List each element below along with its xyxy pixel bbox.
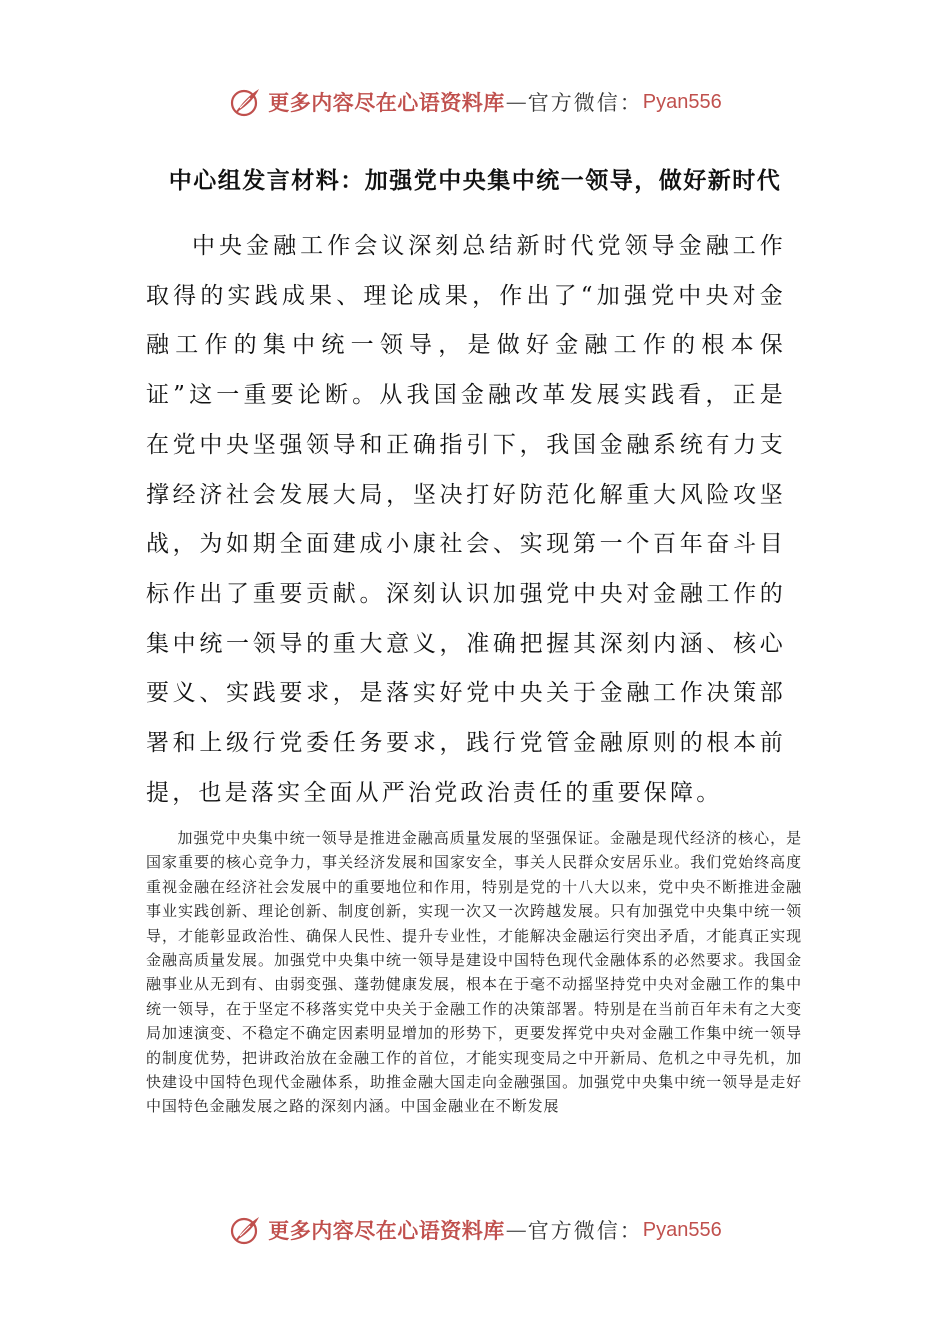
watermark-banner-bottom bbox=[0, 1210, 950, 1250]
watermark-wechat-label: 官方微信： bbox=[527, 91, 643, 115]
document-title: 中心组发言材料：加强党中央集中统一领导，做好新时代 bbox=[168, 167, 782, 194]
watermark-separator: — bbox=[505, 90, 527, 114]
body-paragraph: 加强党中央集中统一领导是推进金融高质量发展的坚强保证。金融是现代经济的核心，是国家重要的核心竞争力，事关经济发展和国家安全，事关人民群众安居乐业。我们党始终高度重视金融在经济社会发展中的重要地位和作用，特别是党的十八大以来，党中央不断推进金融事业实践创新、理论创新、制度创新，实现一次又一次跨越发展。只有加强党中央集中统一领导，才能彰显政治性、确保人民性、提升专业性，才能解决金融运行突出矛盾，才能真正实现金融高质量发展。加强党中央集中统一领导是建设中国特色现代金融体系的必然要求。我国金融事业从无到有、由弱变强、蓬勃健康发展，根本在于毫不动摇坚持党中央对金融工作的集中统一领导，在于坚定不移落实党中央关于金融工作的决策部署。特别是在当前百年未有之大变局加速演变、不稳定不确定因素明显增加的形势下，更要发挥党中央对金融工作集中统一领导的制度优势，把讲政治放在金融工作的首位，才能实现变局之中开新局、危机之中寻先机，加快建设中国特色现代金融体系，助推金融大国走向金融强国。加强党中央集中统一领导是走好中国特色金融发展之路的深刻内涵。中国金融业在不断发展 bbox=[146, 829, 802, 1116]
watermark-wechat-id: Pyan556 bbox=[642, 90, 722, 113]
watermark-separator: — bbox=[505, 1218, 527, 1242]
watermark-main-text: 更多内容尽在心语资料库 bbox=[268, 1218, 505, 1243]
feather-pen-circle-icon bbox=[228, 85, 262, 119]
lead-paragraph: 中央金融工作会议深刻总结新时代党领导金融工作取得的实践成果、理论成果，作出了“加强党中央对金融工作的集中统一领导，是做好金融工作的根本保证”这一重要论断。从我国金融改革发展实践看，正是在党中央坚强领导和正确指引下，我国金融系统有力支撑经济社会发展大局，坚决打好防范化解重大风险攻坚战，为如期全面建成小康社会、实现第一个百年奋斗目标作出了重要贡献。深刻认识加强党中央对金融工作的集中统一领导的重大意义，准确把握其深刻内涵、核心要义、实践要求，是落实好党中央关于金融工作决策部署和上级行党委任务要求，践行党管金融原则的根本前提，也是落实全面从严治党政治责任的重要保障。 bbox=[146, 233, 786, 806]
watermark-main-text: 更多内容尽在心语资料库 bbox=[268, 90, 505, 115]
watermark-banner-top bbox=[0, 82, 950, 122]
watermark-wechat-id: Pyan556 bbox=[642, 1218, 722, 1241]
watermark-wechat-label: 官方微信： bbox=[527, 1219, 643, 1243]
feather-pen-circle-icon bbox=[228, 1213, 262, 1247]
